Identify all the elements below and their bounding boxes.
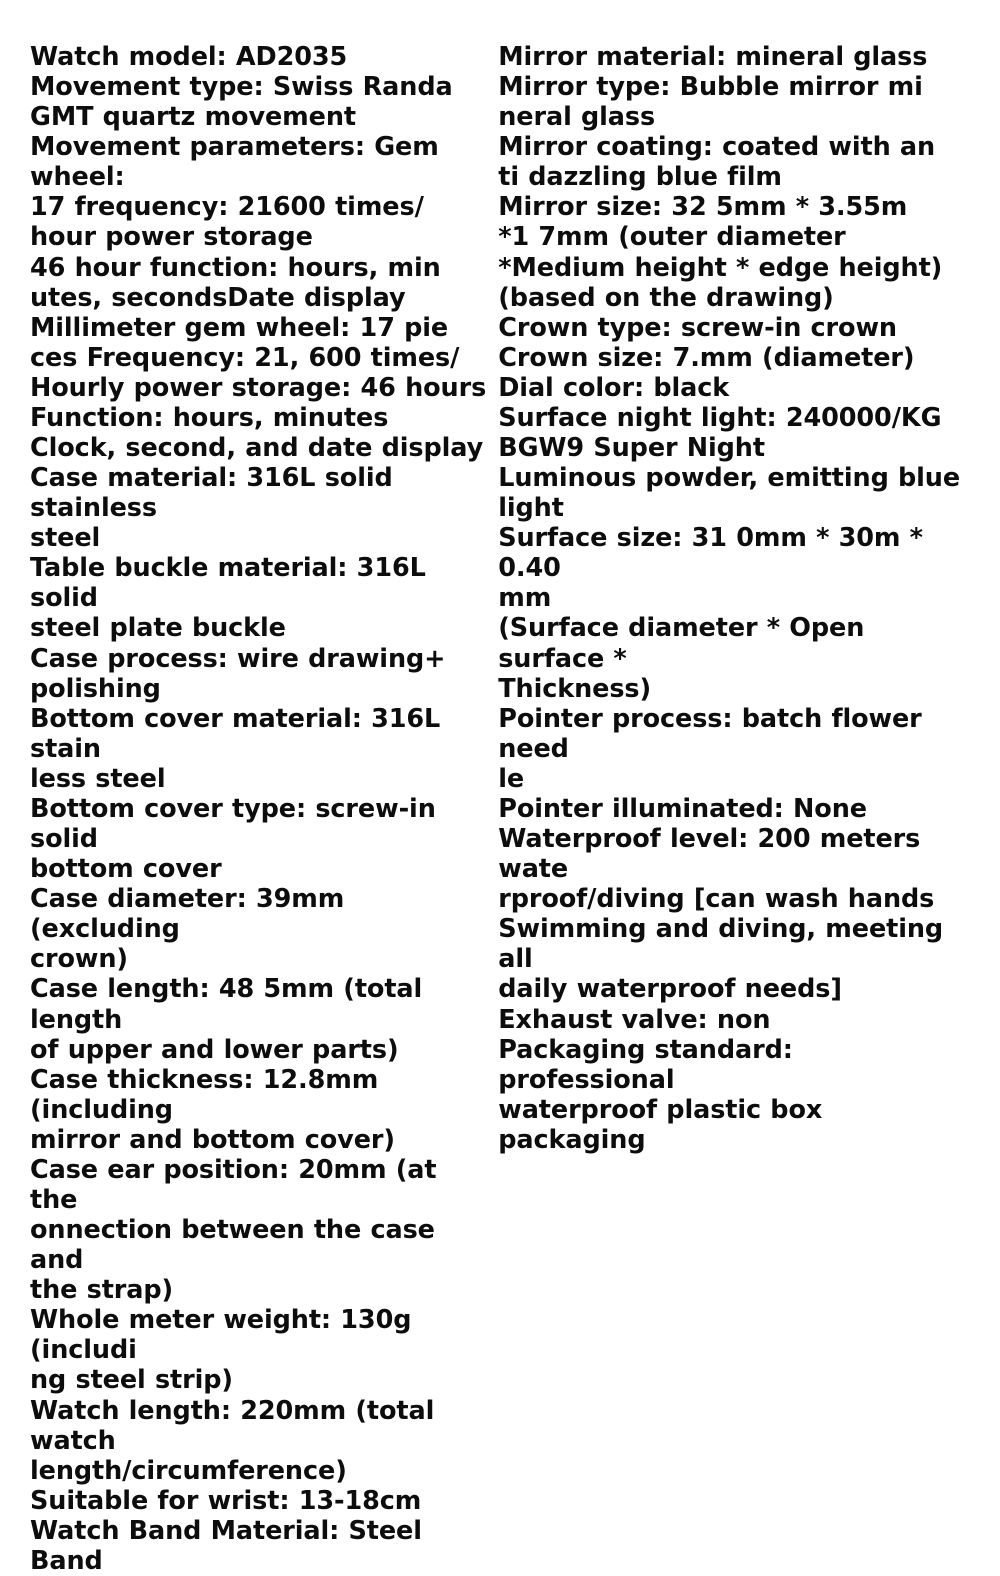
right-specification-column xyxy=(494,42,970,1155)
spec-line: neral glass xyxy=(498,102,656,133)
spec-line: Millimeter gem wheel: 17 pie xyxy=(30,312,449,343)
spec-line: Case thickness: 12.8mm (including xyxy=(30,1064,388,1125)
spec-line: Case length: 48 5mm (total length xyxy=(30,974,432,1035)
spec-line: Luminous powder, emitting blue xyxy=(498,463,961,494)
spec-line: *Medium height * edge height) xyxy=(498,252,943,283)
spec-line: Case diameter: 39mm (excluding xyxy=(30,884,354,945)
spec-line: ti dazzling blue film xyxy=(498,162,782,193)
spec-line: Surface size: 31 0mm * 30m * 0.40 xyxy=(498,523,933,584)
spec-line: light xyxy=(498,493,564,524)
spec-line: Case ear position: 20mm (at the xyxy=(30,1154,446,1215)
spec-line: Bottom cover type: screw-in solid xyxy=(30,793,446,855)
spec-line: wheel: xyxy=(30,162,125,193)
spec-line: less steel xyxy=(30,763,166,794)
spec-line: Exhaust valve: non xyxy=(498,1004,771,1035)
spec-line: Hourly power storage: 46 hours xyxy=(30,372,487,403)
spec-line: crown) xyxy=(30,944,128,975)
spec-line: Case material: 316L solid stainless xyxy=(30,463,402,524)
spec-line: (Surface diameter * Open surface * xyxy=(498,613,874,674)
spec-line: Watch model: AD2035 xyxy=(30,42,348,72)
spec-line: daily waterproof needs] xyxy=(498,974,842,1005)
spec-line: the strap) xyxy=(30,1275,174,1306)
spec-line: onnection between the case and xyxy=(30,1215,445,1276)
spec-line: Clock, second, and date display xyxy=(30,433,484,464)
spec-line: steel xyxy=(30,523,101,554)
spec-line: waterproof plastic box packaging xyxy=(498,1094,832,1155)
spec-line: hour power storage xyxy=(30,222,313,253)
spec-line: Dial color: black xyxy=(498,372,730,403)
spec-line: *1 7mm (outer diameter xyxy=(498,222,846,253)
spec-line: Bottom cover material: 316L stain xyxy=(30,703,450,764)
spec-line: of upper and lower parts) xyxy=(30,1034,399,1065)
spec-line: Pointer illuminated: None xyxy=(498,793,867,824)
spec-line: Table buckle material: 316L solid xyxy=(30,553,436,614)
spec-line: bottom cover xyxy=(30,854,222,885)
spec-line: Watch Band Material: Steel Band xyxy=(30,1515,432,1576)
spec-line: ng steel strip) xyxy=(30,1365,233,1396)
spec-line: Case process: wire drawing+ xyxy=(30,643,446,674)
spec-line: Waterproof level: 200 meters wate xyxy=(498,824,930,885)
spec-line: Mirror coating: coated with an xyxy=(498,132,936,163)
spec-line: Function: hours, minutes xyxy=(30,402,389,433)
spec-line: rproof/diving [can wash hands xyxy=(498,884,935,915)
spec-line: Surface night light: 240000/KG xyxy=(498,402,942,433)
spec-line: Crown type: screw-in crown xyxy=(498,312,897,343)
spec-line: BGW9 Super Night xyxy=(498,433,765,464)
spec-line: le xyxy=(498,763,525,794)
spec-line: length/circumference) xyxy=(30,1455,347,1486)
spec-line: Suitable for wrist: 13-18cm xyxy=(30,1485,422,1516)
spec-line: Movement type: Swiss Randa xyxy=(30,72,453,103)
spec-line: Mirror type: Bubble mirror mi xyxy=(498,72,923,103)
spec-line: polishing xyxy=(30,673,161,704)
spec-line: mm xyxy=(498,583,552,614)
spec-line: Crown size: 7.mm (diameter) xyxy=(498,342,915,373)
spec-line: utes, secondsDate display xyxy=(30,282,406,313)
spec-line: Mirror material: mineral glass xyxy=(498,42,928,72)
spec-line: Whole meter weight: 130g (includi xyxy=(30,1305,421,1366)
spec-line: Packaging standard: professional xyxy=(498,1034,803,1095)
spec-line: Movement parameters: Gem xyxy=(30,132,439,163)
spec-line: 46 hour function: hours, min xyxy=(30,252,441,283)
left-specification-column xyxy=(30,42,494,1576)
spec-line: Swimming and diving, meeting all xyxy=(498,914,953,975)
spec-line: 17 frequency: 21600 times/ xyxy=(30,192,424,223)
spec-line: steel plate buckle xyxy=(30,613,286,644)
spec-line: Thickness) xyxy=(498,673,652,704)
spec-line: mirror and bottom cover) xyxy=(30,1124,395,1155)
spec-line: (based on the drawing) xyxy=(498,282,834,313)
spec-line: Watch length: 220mm (total watch xyxy=(30,1395,444,1456)
spec-line: ces Frequency: 21, 600 times/ xyxy=(30,342,460,373)
spec-line: Mirror size: 32 5mm * 3.55m xyxy=(498,192,908,223)
spec-line: GMT quartz movement xyxy=(30,102,356,133)
spec-line: Pointer process: batch flower need xyxy=(498,703,931,764)
